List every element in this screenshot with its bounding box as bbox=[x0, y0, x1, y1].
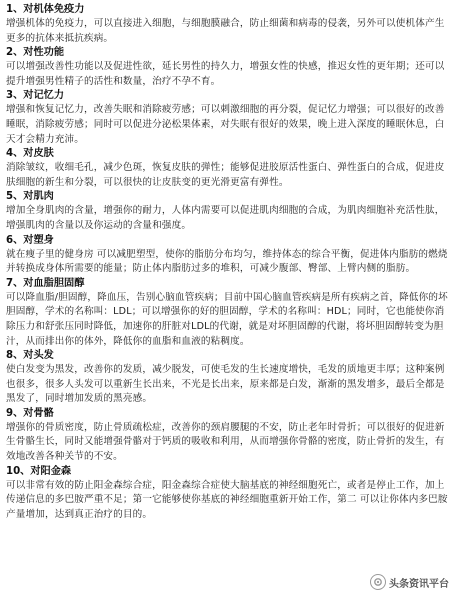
section-sexual-function bbox=[6, 46, 452, 89]
section-blood-lipids bbox=[6, 277, 452, 349]
section-heading: 4、对皮肤 bbox=[6, 148, 54, 160]
section-bones bbox=[6, 407, 452, 465]
section-heading: 6、对塑身 bbox=[6, 234, 54, 246]
section-skin bbox=[6, 147, 452, 190]
section-body: 增强和恢复记忆力，改善失眠和消除疲劳感；可以刺激细胞的再分裂，促记忆力增强；可以很好的改善睡眠，消除疲劳感；同时可以促进分泌松果体素，对失眠有很好的效果，晚上进入深度的睡眠休息，白天才会精力充沛。 bbox=[6, 104, 445, 145]
section-hair bbox=[6, 349, 452, 407]
section-body: 可以非常有效的防止阳金森综合症，阳金森综合症使大脑基底的神经细胞死亡，或者是停止工作，加上传递信息的多巴胺严重不足；第一它能够使你基底的神经细胞重新开始工作，第二 可以让你体内多巴胺产量增加，达到真正治疗的目的。 bbox=[6, 479, 448, 520]
section-body: 使白发变为黑发，改善你的发质，减少脱发，可使毛发的生长速度增快，毛发的质地更丰厚；这种案例也很多，很多人头发可以重新生长出来，不光是长出来，原来都是白发，渐渐的黑发增多，最后全都是黑发了，同时增加发质的黑亮感。 bbox=[6, 364, 445, 405]
section-heading: 3、对记忆力 bbox=[6, 90, 65, 102]
toutiao-logo-icon bbox=[370, 574, 386, 590]
section-heading: 2、对性功能 bbox=[6, 47, 65, 59]
section-parkinson bbox=[6, 465, 452, 523]
section-immunity bbox=[6, 3, 452, 46]
section-body: 消除皱纹，收细毛孔，减少色斑，恢复皮肤的弹性；能够促进胶原活性蛋白、弹性蛋白的合成，促进皮肤细胞的新生和分裂，可以很快的让皮肤变的更光滑更富有弹性。 bbox=[6, 162, 445, 188]
section-body: 增强你的骨质密度，防止骨质疏松症，改善你的颈肩腰腿的不安，防止老年时骨折；可以很好的促进新生骨骼生长，同时又能增强骨骼对于钙质的吸收和利用，从而增强你骨骼的密度，防止骨折的发生，有效地改善各种关节的不安。 bbox=[6, 421, 445, 463]
section-heading: 10、对阳金森 bbox=[6, 465, 72, 477]
section-heading: 5、对肌肉 bbox=[6, 191, 54, 203]
section-heading: 8、对头发 bbox=[6, 350, 54, 362]
section-body: 可以增强改善性功能以及促进性欲，延长男性的持久力，增强女性的快感，推迟女性的更年期；还可以提升增强男性精子的活性和数量，治疗不孕不育。 bbox=[6, 61, 445, 87]
section-body: 就在瘦子里的健身房 可以减肥塑型，使你的脂肪分布均匀，维持体态的综合平衡，促进体内脂肪的燃烧并转换成身体所需要的能量；防止体内脂肪过多的堆积，可减少腹部、臀部、上臂内侧的脂肪。 bbox=[6, 248, 448, 275]
section-body-shaping bbox=[6, 234, 452, 277]
section-body: 可以降血脂/胆固醇，降血压，告别心脑血管疾病；目前中国心脑血管疾病是所有疾病之首，降低你的坏胆固醇，学术的名称叫：LDL；可以增强你的好的胆固醇，学术的名称叫：HDL；同时，它也能使你消除压力和舒张压同时降低，加速你的肝脏对LDL的代谢，就是对坏胆固醇的代谢，将坏胆固醇转变为胆汁，从而排出你的体外，降低你的血脂和血液的粘稠度。 bbox=[6, 291, 448, 347]
section-heading: 7、对血脂胆固醇 bbox=[6, 277, 85, 289]
section-memory bbox=[6, 89, 452, 147]
section-body: 增加全身肌肉的含量，增强你的耐力，人体内需要可以促进肌肉细胞的合成，为肌肉细胞补充活性肽，增强肌肉的含量以及你运动的含量和强度。 bbox=[6, 205, 445, 231]
section-muscle bbox=[6, 190, 452, 233]
watermark-text: 头条资讯平台 bbox=[389, 578, 449, 590]
section-body: 增强机体的免疫力，可以直接进入细胞，与细胞膜融合，防止细菌和病毒的侵袭，另外可以使机体产生更多的抗体来抵抗疾病。 bbox=[6, 18, 445, 44]
watermark bbox=[367, 573, 452, 591]
section-heading: 9、对骨骼 bbox=[6, 407, 54, 419]
section-heading: 1、对机体免疫力 bbox=[6, 4, 85, 15]
